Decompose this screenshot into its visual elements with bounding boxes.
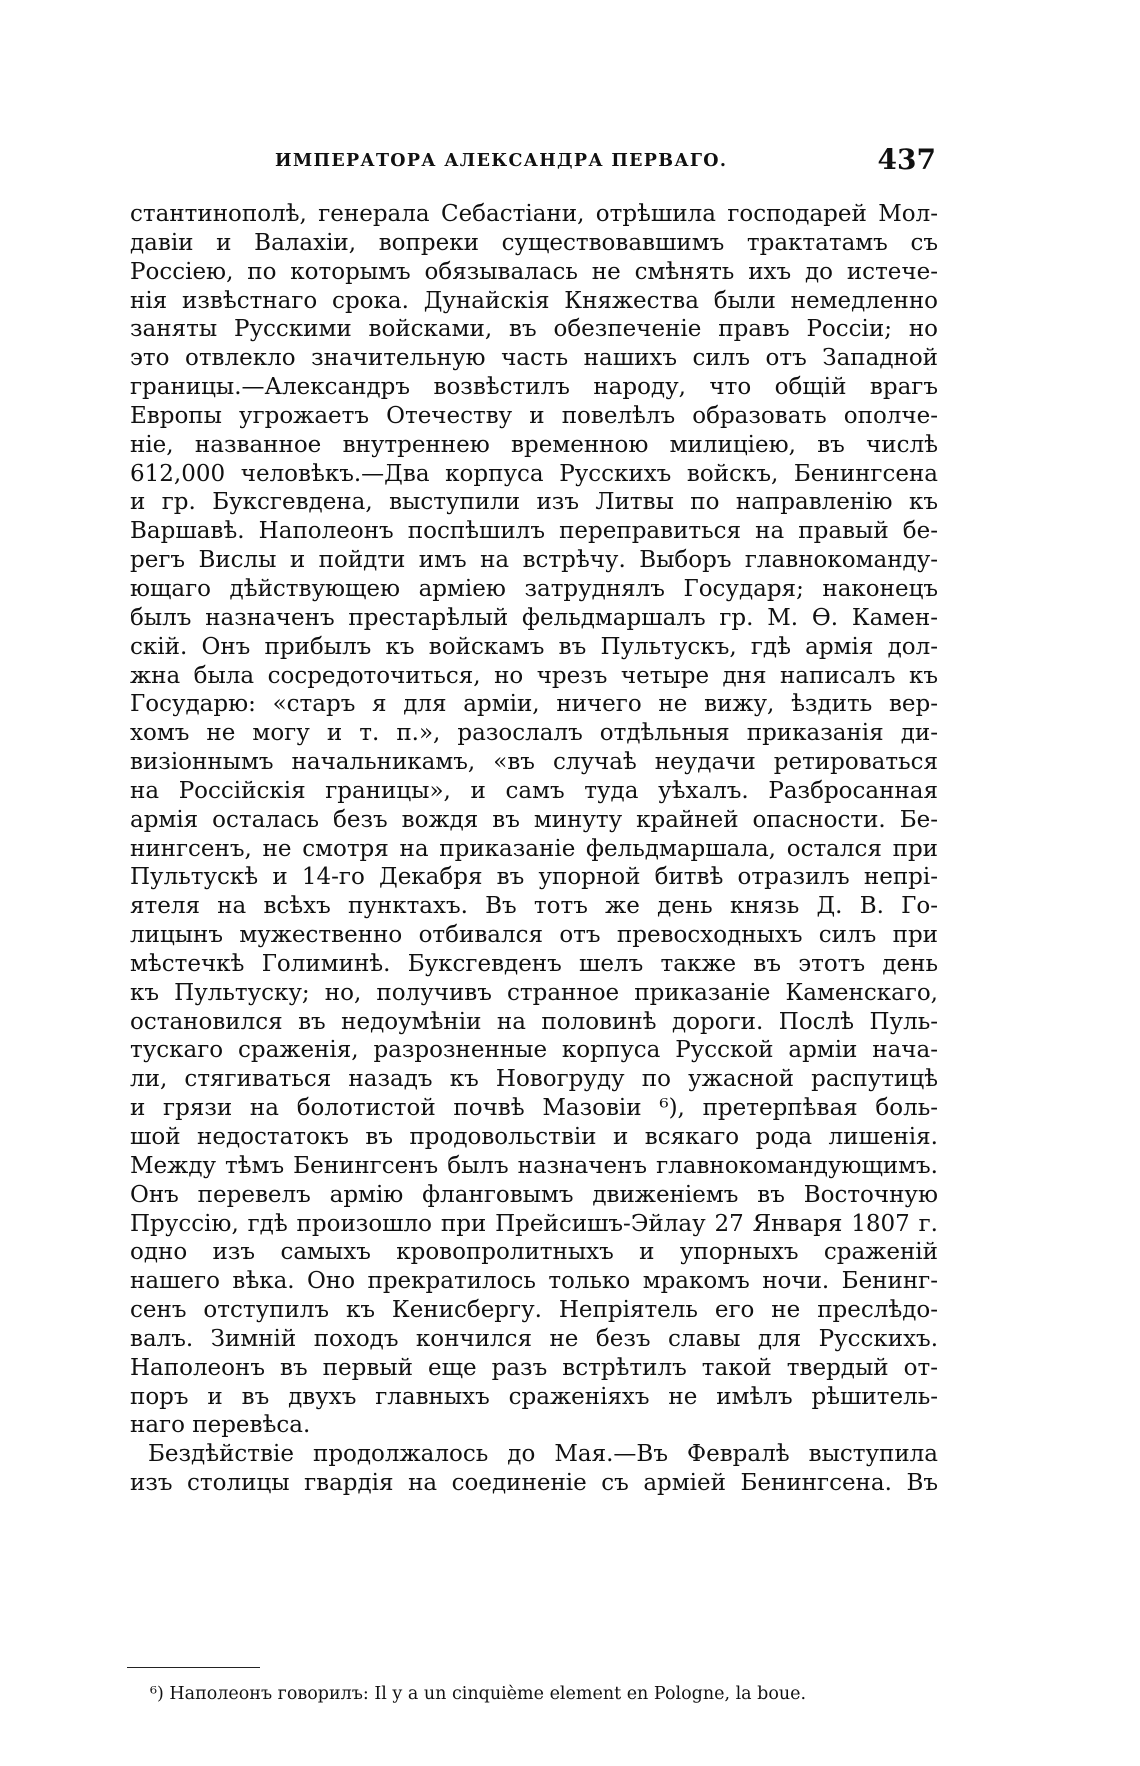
text-line: стантинополѣ, генерала Себастіани, отрѣшила господарей Мол- (130, 201, 938, 227)
text-line: шой недостатокъ въ продовольствіи и всякаго рода лишенія. (130, 1124, 938, 1150)
text-line: жна была сосредоточиться, но чрезъ четыре дня написалъ къ (130, 662, 938, 689)
text-line: Бездѣйствіе продолжалось до Мая.—Въ Февралѣ выступила (148, 1441, 938, 1468)
text-line: изъ столицы гвардія на соединеніе съ арміей Бенингсена. Въ (130, 1470, 938, 1497)
text-line: Пультускѣ и 14-го Декабря въ упорной битвѣ отразилъ непрі- (130, 864, 938, 891)
text-line: поръ и въ двухъ главныхъ сраженіяхъ не имѣлъ рѣшитель- (130, 1383, 938, 1410)
running-header (125, 145, 940, 185)
text-line: Государю: «старъ я для арміи, ничего не вижу, ѣздить вер- (130, 691, 938, 718)
footnote-divider (127, 1667, 260, 1668)
text-line: заняты Русскими войсками, въ обезпеченіе правъ Россіи; но (130, 316, 938, 343)
text-line: валъ. Зимній походъ кончился не безъ славы для Русскихъ. (130, 1325, 938, 1352)
text-line: на Россійскія границы», и самъ туда уѣхалъ. Разбросанная (130, 777, 938, 804)
footnote: ⁶) Наполеонъ говорилъ: Il y a un cinquième element en Pologne, la boue. (150, 1684, 807, 1704)
text-line: регъ Вислы и пойдти имъ на встрѣчу. Выборъ главнокоманду- (130, 547, 938, 574)
text-line: остановился въ недоумѣніи на половинѣ дороги. Послѣ Пуль- (130, 1008, 938, 1035)
text-line: одно изъ самыхъ кровопролитныхъ и упорныхъ сраженій (130, 1239, 938, 1266)
text-line: ніе, названное внутреннею временною милиціею, въ числѣ (130, 431, 938, 458)
text-line: Пруссію, гдѣ произошло при Прейсишъ-Эйлау 27 Января 1807 г. (130, 1210, 938, 1237)
body-text (130, 200, 938, 1498)
text-line: границы.—Александръ возвѣстилъ народу, что общій врагъ (130, 374, 938, 401)
text-line: хомъ не могу и т. п.», разослалъ отдѣльныя приказанія ди- (130, 720, 938, 747)
text-line: визіоннымъ начальникамъ, «въ случаѣ неудачи ретироваться (130, 749, 938, 776)
text-line: ли, стягиваться назадъ къ Новогруду по ужасной распутицѣ (130, 1066, 938, 1093)
text-line: наго перевѣса. (130, 1412, 311, 1439)
text-line: сенъ отступилъ къ Кенисбергу. Непріятель его не преслѣдо- (130, 1297, 938, 1324)
text-line: къ Пультуску; но, получивъ странное приказаніе Каменскаго, (130, 979, 938, 1006)
text-line: нашего вѣка. Оно прекратилось только мракомъ ночи. Бенинг- (130, 1268, 938, 1295)
text-line: и грязи на болотистой почвѣ Мазовіи ⁶), претерпѣвая боль- (130, 1095, 938, 1122)
text-line: былъ назначенъ престарѣлый фельдмаршалъ гр. М. Ѳ. Камен- (130, 604, 938, 631)
text-line: 612,000 человѣкъ.—Два корпуса Русскихъ войскъ, Бенингсена (130, 460, 938, 487)
text-line: нія извѣстнаго срока. Дунайскія Княжества были немедленно (130, 287, 938, 314)
text-line: армія осталась безъ вождя въ минуту крайней опасности. Бе- (130, 806, 938, 833)
text-line: лицынъ мужественно отбивался отъ превосходныхъ силъ при (130, 922, 938, 949)
page-number: 437 (877, 143, 936, 176)
text-line: это отвлекло значительную часть нашихъ силъ отъ Западной (130, 345, 938, 372)
text-line: Онъ перевелъ армію фланговымъ движеніемъ въ Восточную (130, 1181, 938, 1208)
text-line: тускаго сраженія, разрозненные корпуса Русской арміи нача- (130, 1037, 938, 1064)
text-line: скій. Онъ прибылъ къ войскамъ въ Пультускъ, гдѣ армія дол- (130, 633, 938, 660)
text-line: Между тѣмъ Бенингсенъ былъ назначенъ главнокомандующимъ. (130, 1152, 938, 1179)
text-line: мѣстечкѣ Голиминѣ. Буксгевденъ шелъ также въ этотъ день (130, 950, 938, 977)
running-title: ИМПЕРАТОРА АЛЕКСАНДРА ПЕРВАГО. (275, 151, 728, 171)
text-line: нингсенъ, не смотря на приказаніе фельдмаршала, остался при (130, 835, 938, 862)
text-line: Наполеонъ въ первый еще разъ встрѣтилъ такой твердый от- (130, 1354, 938, 1381)
text-line: Европы угрожаетъ Отечеству и повелѣлъ образовать ополче- (130, 402, 938, 429)
text-line: давіи и Валахіи, вопреки существовавшимъ трактатамъ съ (130, 229, 938, 256)
text-line: Россіею, по которымъ обязывалась не смѣнять ихъ до истече- (130, 258, 938, 285)
text-line: и гр. Буксгевдена, выступили изъ Литвы по направленію къ (130, 489, 938, 516)
text-line: Варшавѣ. Наполеонъ поспѣшилъ переправиться на правый бе- (130, 518, 938, 545)
text-line: ющаго дѣйствующею арміею затруднялъ Государя; наконецъ (130, 575, 938, 602)
text-line: ятеля на всѣхъ пунктахъ. Въ тотъ же день князь Д. В. Го- (130, 893, 938, 920)
